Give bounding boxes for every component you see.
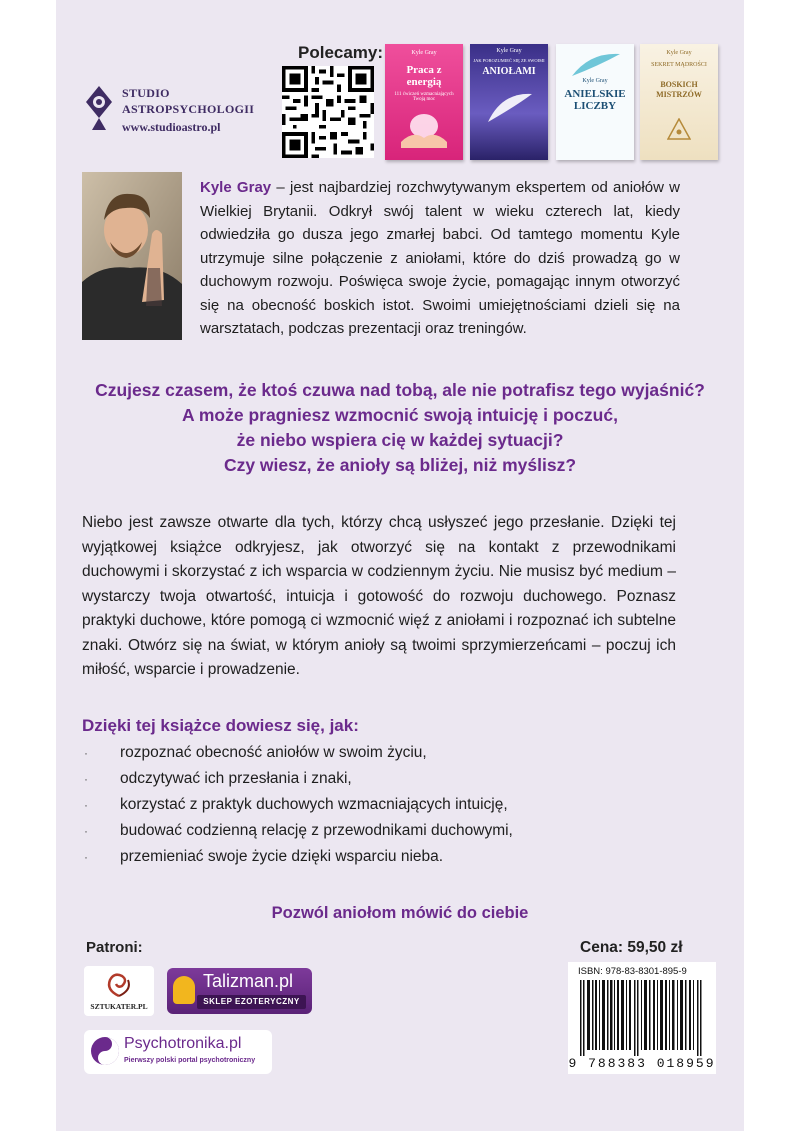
barcode [576, 980, 708, 1056]
logo-line-2: ASTROPSYCHOLOGII [122, 102, 255, 116]
book-title: BOSKICH MISTRZÓW [656, 80, 702, 99]
talizman-subtitle: SKLEP EZOTERYCZNY [197, 995, 306, 1009]
bullet: · [84, 798, 88, 812]
psychotronika-logo[interactable] [84, 1030, 272, 1074]
astrology-emblem-icon [82, 84, 116, 134]
book-cover-aniolami[interactable] [470, 44, 548, 160]
author-bio-text: – jest najbardziej rozchwytywanym ekspertem od aniołów w Wielkiej Brytanii. Odkrył swój talent w wieku czterech lat, kiedy odwiedziła go dusza jego zmarłej babci. Od tamtego momentu Kyle utrzymuje silne połączenie z aniołami, które do dziś prowadzą go w duchowym rozwoju. Poświęca swoje życie, pomagając innym otworzyć się na obecność boskich istot. Swoimi umiejętnościami dzieli się na warsztatach, podczas prezentacji oraz treningów. [200, 179, 680, 337]
bullet: · [84, 772, 88, 786]
isbn: ISBN: 978-83-8301-895-9 [578, 966, 687, 977]
book-subtitle: 111 ćwiczeń wzmacniających Twoją moc [394, 92, 454, 102]
feather-icon [568, 50, 622, 80]
barcode-panel [568, 962, 716, 1074]
psychotronika-subtitle: Pierwszy polski portal psychotroniczny [124, 1057, 256, 1064]
question-line: że niebo wspiera cię w każdej sytuacji? [236, 430, 564, 450]
list-item-text: budować codzienną relację z przewodnikami duchowymi, [120, 822, 513, 839]
bullet: · [84, 824, 88, 838]
question-line: Czy wiesz, że anioły są bliżej, niż myślisz? [223, 455, 577, 475]
author-name: Kyle Gray [200, 179, 272, 196]
question-line: A może pragniesz wzmocnić swoją intuicję i poczuć, [182, 405, 618, 425]
book-title: Praca z energią [406, 64, 442, 88]
benefits-list [82, 740, 682, 870]
tagline: Pozwól aniołom mówić do ciebie [271, 904, 529, 922]
talizman-name: Talizman.pl [203, 971, 294, 991]
author-bio [200, 176, 680, 341]
benefits-heading: Dzięki tej książce dowiesz się, jak: [82, 716, 359, 735]
book-cover-praca-z-energia[interactable] [385, 44, 463, 160]
book-author: Kyle Gray [496, 48, 522, 54]
list-item [82, 818, 682, 844]
book-cover-boskich-mistrzow[interactable] [640, 44, 718, 160]
question-line: Czujesz czasem, że ktoś czuwa nad tobą, ale nie potrafisz tego wyjaśnić? [95, 380, 705, 400]
barcode-number: 9 788383 018959 [568, 1056, 716, 1071]
sztukater-logo[interactable] [84, 966, 154, 1016]
book-cover-anielskie-liczby[interactable] [556, 44, 634, 160]
list-item-text: rozpoznać obecność aniołów w swoim życiu, [120, 744, 427, 761]
lamp-icon [173, 976, 195, 1004]
book-author: Kyle Gray [582, 78, 608, 84]
book-title: ANIOŁAMI [482, 66, 536, 77]
logo-line-1: STUDIO [122, 86, 170, 100]
ornament-icon [104, 970, 134, 998]
publisher-logo [82, 80, 282, 140]
publisher-url[interactable]: www.studioastro.pl [122, 120, 221, 134]
yin-yang-icon [90, 1036, 120, 1066]
book-author: Kyle Gray [666, 50, 692, 56]
book-subtitle: JAK POROZUMIEĆ SIĘ ZE SWOIMI [473, 58, 545, 63]
list-item-text: odczytywać ich przesłania i znaki, [120, 770, 352, 787]
bullet: · [84, 746, 88, 760]
recommend-label: Polecamy: [298, 43, 384, 62]
glowing-hands-icon [399, 108, 449, 148]
list-item [82, 740, 682, 766]
psychotronika-name: Psychotronika.pl [124, 1035, 242, 1052]
sztukater-label: SZTUKATER.PL [90, 1002, 148, 1011]
feather-icon [482, 88, 536, 128]
bullet: · [84, 850, 88, 864]
list-item-text: przemieniać swoje życie dzięki wsparciu nieba. [120, 848, 444, 865]
author-photo [82, 172, 182, 340]
eye-triangle-icon [667, 118, 691, 140]
list-item-text: korzystać z praktyk duchowych wzmacniających intuicję, [120, 796, 508, 813]
book-author: Kyle Gray [411, 50, 437, 56]
patrons-label: Patroni: [86, 939, 143, 956]
book-subtitle: SEKRET MĄDROŚCI [651, 62, 707, 68]
description-paragraph: Niebo jest zawsze otwarte dla tych, którzy chcą usłyszeć jego przesłanie. Dzięki tej wyjątkowej książce odkryjesz, jak otworzyć się na kontakt z przewodnikami duchowymi i skorzystać z ich wsparcia w codziennym życiu. Nie musisz być medium – wystarczy twoja otwartość, intuicja i gotowość do rozwoju duchowego. Poznasz praktyki duchowe, które pomogą ci wzmocnić więź z aniołami i rozpoznać ich subtelne znaki. Otwórz się na świat, w którym anioły są twoimi sprzymierzeńcami – poczuj ich miłość, wsparcie i prowadzenie. [82, 514, 676, 678]
price: Cena: 59,50 zł [580, 939, 683, 956]
list-item [82, 792, 682, 818]
talizman-logo[interactable] [167, 968, 312, 1014]
list-item [82, 844, 682, 870]
book-title: ANIELSKIE LICZBY [564, 88, 626, 112]
list-item [82, 766, 682, 792]
question-block [70, 378, 730, 478]
qr-code[interactable] [282, 66, 374, 158]
